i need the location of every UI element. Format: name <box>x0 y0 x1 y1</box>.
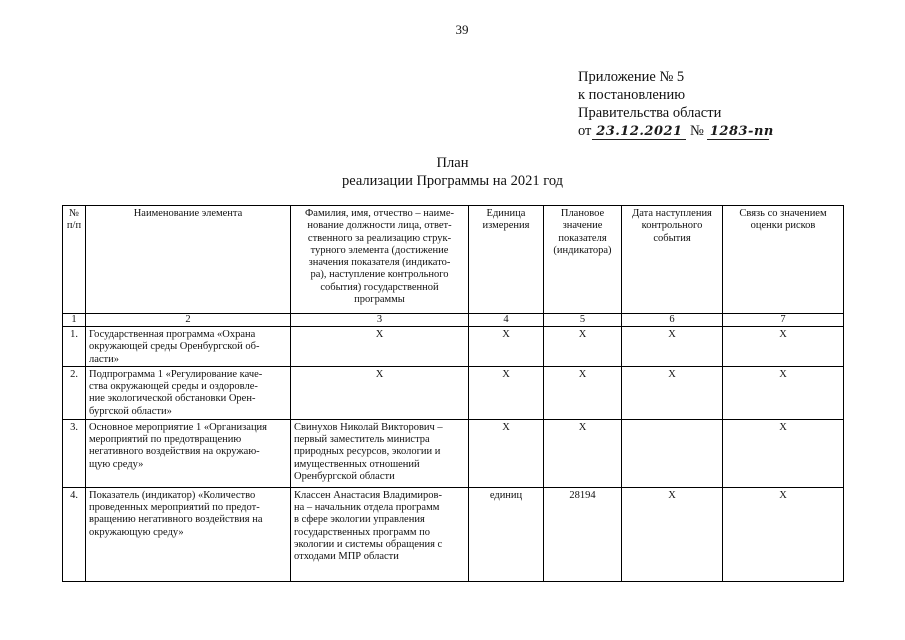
responsible-person: Свинухов Николай Викторович – первый заместитель министра природных ресурсов, экологии и имущественных отношений Оренбургской области <box>291 419 469 487</box>
page-number: 39 <box>455 22 469 37</box>
appendix-title: Приложение № 5 <box>578 69 685 85</box>
title-line-2: реализации Программы на 2021 год <box>341 173 564 189</box>
header-risk: Связь со значением оценки рисков <box>723 206 844 314</box>
responsible-person: X <box>291 366 469 419</box>
header-event-date: Дата наступления контрольного события <box>622 206 723 314</box>
table-row <box>63 419 844 487</box>
header-num: № п/п <box>63 206 86 314</box>
row-number: 1. <box>63 327 86 367</box>
column-number: 7 <box>723 314 844 327</box>
event-date: X <box>622 366 723 419</box>
handwritten-number: 1283-пп <box>707 124 769 140</box>
header-responsible: Фамилия, имя, отчество – наиме- нование должности лица, ответ- ственного за реализацию струк- турного элемента (достижение значения показателя (индикато- ра), наступление контрольного события) государственной программы <box>291 206 469 314</box>
event-date: X <box>622 487 723 581</box>
planned-value: X <box>544 366 622 419</box>
title-line-1: План <box>436 155 469 171</box>
column-number: 5 <box>544 314 622 327</box>
appendix-resolution-label: к постановлению <box>578 87 686 103</box>
element-name: Подпрограмма 1 «Регулирование каче- ства окружающей среды и оздоровле- ние экологической обстановки Орен- бургской области» <box>86 366 291 419</box>
table-row <box>63 327 844 367</box>
table-header-row <box>63 206 844 314</box>
row-number: 2. <box>63 366 86 419</box>
unit: X <box>469 419 544 487</box>
risk-link: X <box>723 366 844 419</box>
header-unit: Единица измерения <box>469 206 544 314</box>
planned-value: X <box>544 419 622 487</box>
column-number: 1 <box>63 314 86 327</box>
responsible-person: X <box>291 327 469 367</box>
risk-link: X <box>723 487 844 581</box>
column-number: 6 <box>622 314 723 327</box>
planned-value: X <box>544 327 622 367</box>
number-prefix: № <box>690 123 704 139</box>
plan-table <box>62 205 844 582</box>
column-number: 2 <box>86 314 291 327</box>
element-name: Государственная программа «Охрана окружающей среды Оренбургской об- ласти» <box>86 327 291 367</box>
element-name: Показатель (индикатор) «Количество проведенных мероприятий по предот- вращению негативного воздействия на окружающую среду» <box>86 487 291 581</box>
header-planned: Плановое значение показателя (индикатора) <box>544 206 622 314</box>
appendix-date-line <box>578 122 774 140</box>
column-number: 4 <box>469 314 544 327</box>
document-title <box>0 154 905 190</box>
table-row <box>63 366 844 419</box>
risk-link: X <box>723 327 844 367</box>
appendix-authority: Правительства области <box>578 105 722 121</box>
row-number: 4. <box>63 487 86 581</box>
date-prefix: от <box>578 123 592 139</box>
risk-link: X <box>723 419 844 487</box>
responsible-person: Классен Анастасия Владимиров- на – начальник отдела программ в сфере экологии управления государственных программ по экологии и системы обращения с отходами МПР области <box>291 487 469 581</box>
event-date <box>622 419 723 487</box>
handwritten-date: 23.12.2021 <box>592 124 686 140</box>
planned-value: 28194 <box>544 487 622 581</box>
event-date: X <box>622 327 723 367</box>
table-row <box>63 487 844 581</box>
unit: единиц <box>469 487 544 581</box>
element-name: Основное мероприятие 1 «Организация мероприятий по предотвращению негативного воздействия на окружаю- щую среду» <box>86 419 291 487</box>
row-number: 3. <box>63 419 86 487</box>
header-name: Наименование элемента <box>86 206 291 314</box>
unit: X <box>469 366 544 419</box>
column-number: 3 <box>291 314 469 327</box>
unit: X <box>469 327 544 367</box>
column-number-row <box>63 314 844 327</box>
appendix-block <box>578 68 774 140</box>
